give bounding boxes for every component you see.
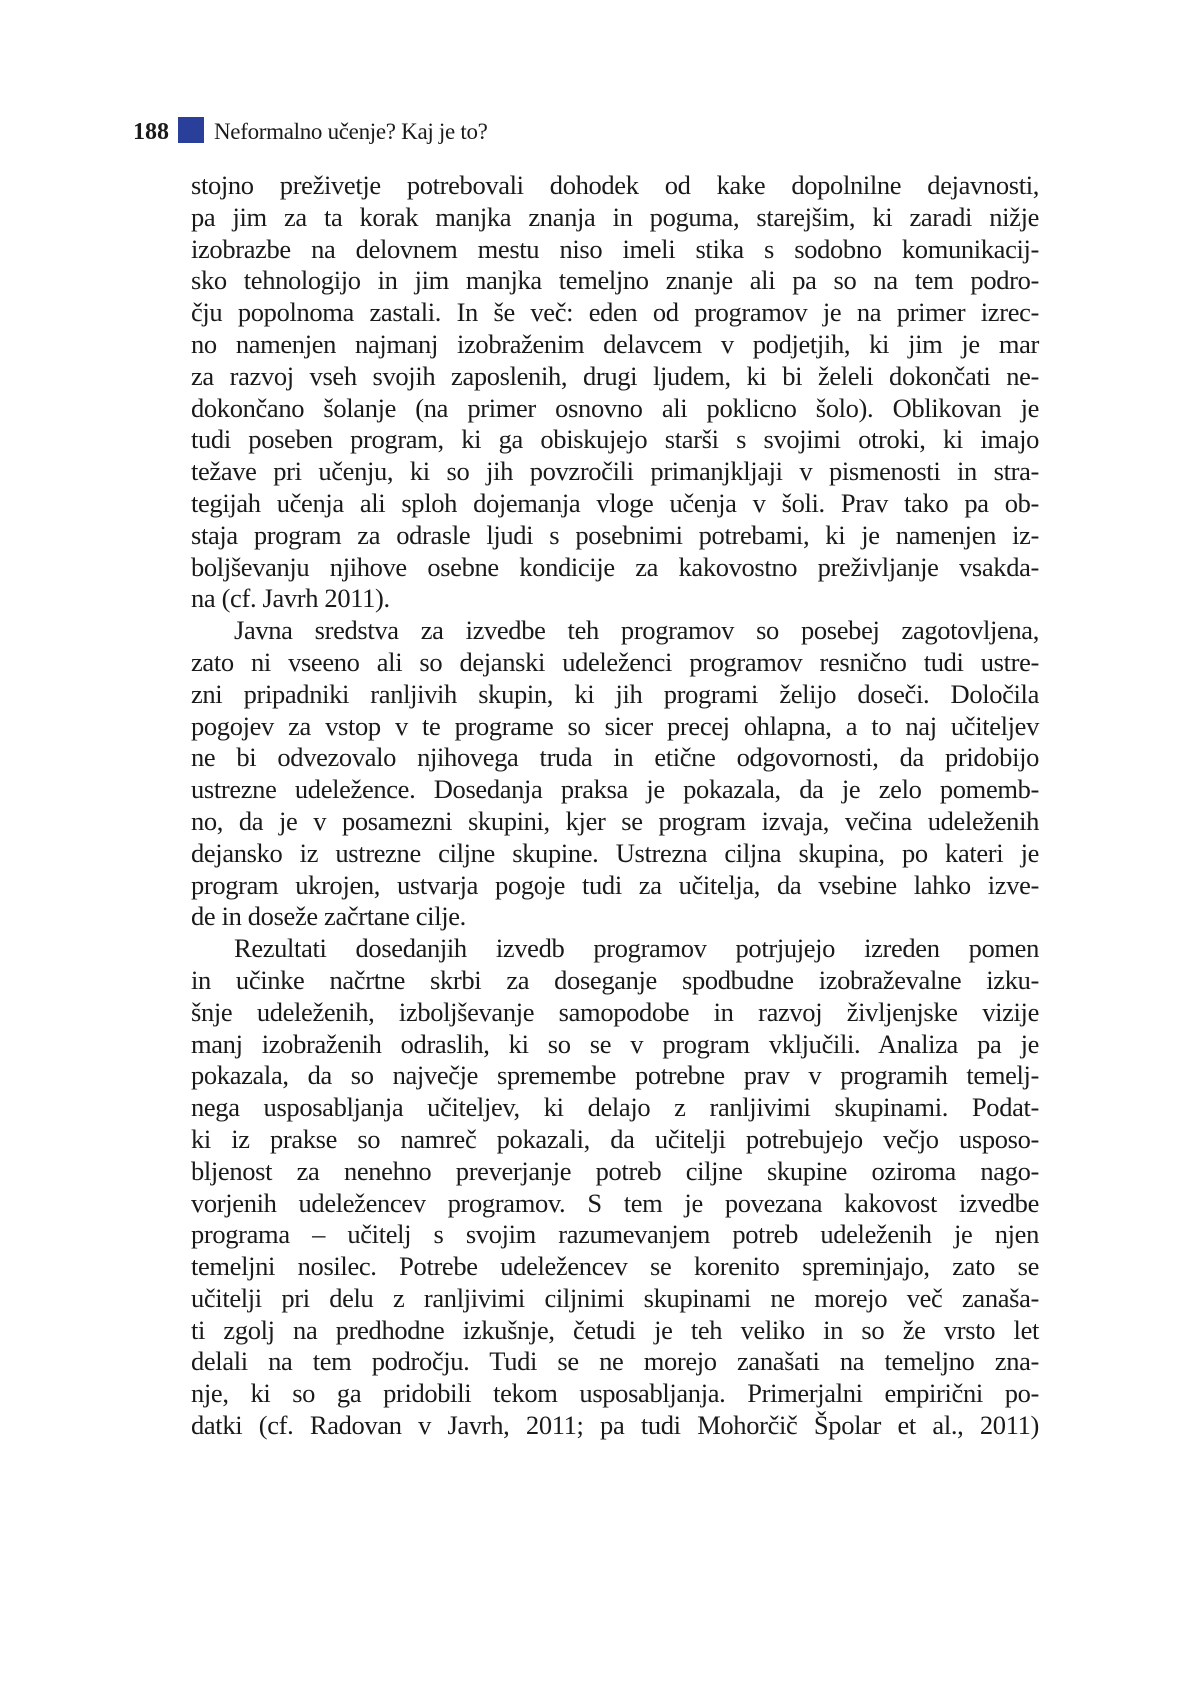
text-line: temeljni nosilec. Potrebe udeležencev se korenito spreminjajo, zato se [191, 1251, 1039, 1282]
text-line: izobrazbe na delovnem mestu niso imeli stika s sodobno komunikacij- [191, 233, 1039, 264]
text-line: boljševanju njihove osebne kondicije za kakovostno preživljanje vsakda- [191, 551, 1039, 582]
text-line: manj izobraženih odraslih, ki so se v program vključili. Analiza pa je [191, 1028, 1039, 1059]
running-header [133, 116, 488, 148]
text-line: datki (cf. Radovan v Javrh, 2011; pa tudi Mohorčič Špolar et al., 2011) [191, 1410, 1039, 1441]
text-line: nje, ki so ga pridobili tekom usposabljanja. Primerjalni empirični po- [191, 1378, 1039, 1409]
text-line: ustrezne udeležence. Dosedanja praksa je pokazala, da je zelo pomemb- [191, 774, 1039, 805]
paragraph [191, 933, 1039, 1442]
text-line: Rezultati dosedanjih izvedb programov potrjujejo izreden pomen [234, 933, 1039, 964]
paragraph [191, 615, 1039, 933]
text-line: delali na tem področju. Tudi se ne morejo zanašati na temeljno zna- [191, 1346, 1039, 1377]
text-line: pa jim za ta korak manjka znanja in poguma, starejšim, ki zaradi nižje [191, 201, 1039, 232]
text-line: dokončano šolanje (na primer osnovno ali poklicno šolo). Oblikovan je [191, 392, 1039, 423]
text-line: za razvoj vseh svojih zaposlenih, drugi ljudem, ki bi želeli dokončati ne- [191, 360, 1039, 391]
text-line: nega usposabljanja učiteljev, ki delajo z ranljivimi skupinami. Podat- [191, 1092, 1039, 1123]
text-line: čju popolnoma zastali. In še več: eden od programov je na primer izrec- [191, 297, 1039, 328]
text-line: program ukrojen, ustvarja pogoje tudi za učitelja, da vsebine lahko izve- [191, 869, 1039, 900]
text-line: na (cf. Javrh 2011). [191, 583, 390, 614]
text-line: šnje udeleženih, izboljševanje samopodobe in razvoj življenjske vizije [191, 996, 1039, 1027]
running-title: Neformalno učenje? Kaj je to? [214, 119, 488, 144]
text-line: učitelji pri delu z ranljivimi ciljnimi skupinami ne morejo več zanaša- [191, 1282, 1039, 1313]
text-line: težave pri učenju, ki so jih povzročili primanjkljaji v pismenosti in stra- [191, 456, 1039, 487]
text-line: in učinke načrtne skrbi za doseganje spodbudne izobraževalne izku- [191, 964, 1039, 995]
chapter-marker-square [178, 117, 204, 143]
text-line: tudi poseben program, ki ga obiskujejo starši s svojimi otroki, ki imajo [191, 424, 1039, 455]
page-number: 188 [133, 118, 169, 145]
text-line: pogojev za vstop v te programe so sicer precej ohlapna, a to naj učiteljev [191, 710, 1039, 741]
text-line: pokazala, da so največje spremembe potrebne prav v programih temelj- [191, 1060, 1039, 1091]
text-line: staja program za odrasle ljudi s posebnimi potrebami, ki je namenjen iz- [191, 519, 1039, 550]
text-line: tegijah učenja ali sploh dojemanja vloge učenja v šoli. Prav tako pa ob- [191, 487, 1039, 518]
text-line: no namenjen najmanj izobraženim delavcem v podjetjih, ki jim je mar [191, 328, 1039, 359]
text-line: stojno preživetje potrebovali dohodek od kake dopolnilne dejavnosti, [191, 170, 1039, 200]
text-line: programa – učitelj s svojim razumevanjem potreb udeleženih je njen [191, 1219, 1039, 1250]
paragraph [191, 170, 1039, 615]
text-line: ne bi odvezovalo njihovega truda in etične odgovornosti, da pridobijo [191, 742, 1039, 773]
text-line: zato ni vseeno ali so dejanski udeleženci programov resnično tudi ustre- [191, 646, 1039, 677]
text-line: vorjenih udeležencev programov. S tem je povezana kakovost izvedbe [191, 1187, 1039, 1218]
body-text [191, 170, 1039, 1442]
text-line: ki iz prakse so namreč pokazali, da učitelji potrebujejo večjo usposo- [191, 1123, 1039, 1154]
text-line: sko tehnologijo in jim manjka temeljno znanje ali pa so na tem podro- [191, 265, 1039, 296]
text-line: ti zgolj na predhodne izkušnje, četudi je teh veliko in so že vrsto let [191, 1314, 1039, 1345]
text-line: Javna sredstva za izvedbe teh programov so posebej zagotovljena, [234, 615, 1039, 646]
text-line: no, da je v posamezni skupini, kjer se program izvaja, večina udeleženih [191, 805, 1039, 836]
text-line: de in doseže začrtane cilje. [191, 901, 466, 932]
text-line: dejansko iz ustrezne ciljne skupine. Ustrezna ciljna skupina, po kateri je [191, 837, 1039, 868]
text-line: bljenost za nenehno preverjanje potreb ciljne skupine oziroma nago- [191, 1155, 1039, 1186]
text-line: zni pripadniki ranljivih skupin, ki jih programi želijo doseči. Določila [191, 678, 1039, 709]
